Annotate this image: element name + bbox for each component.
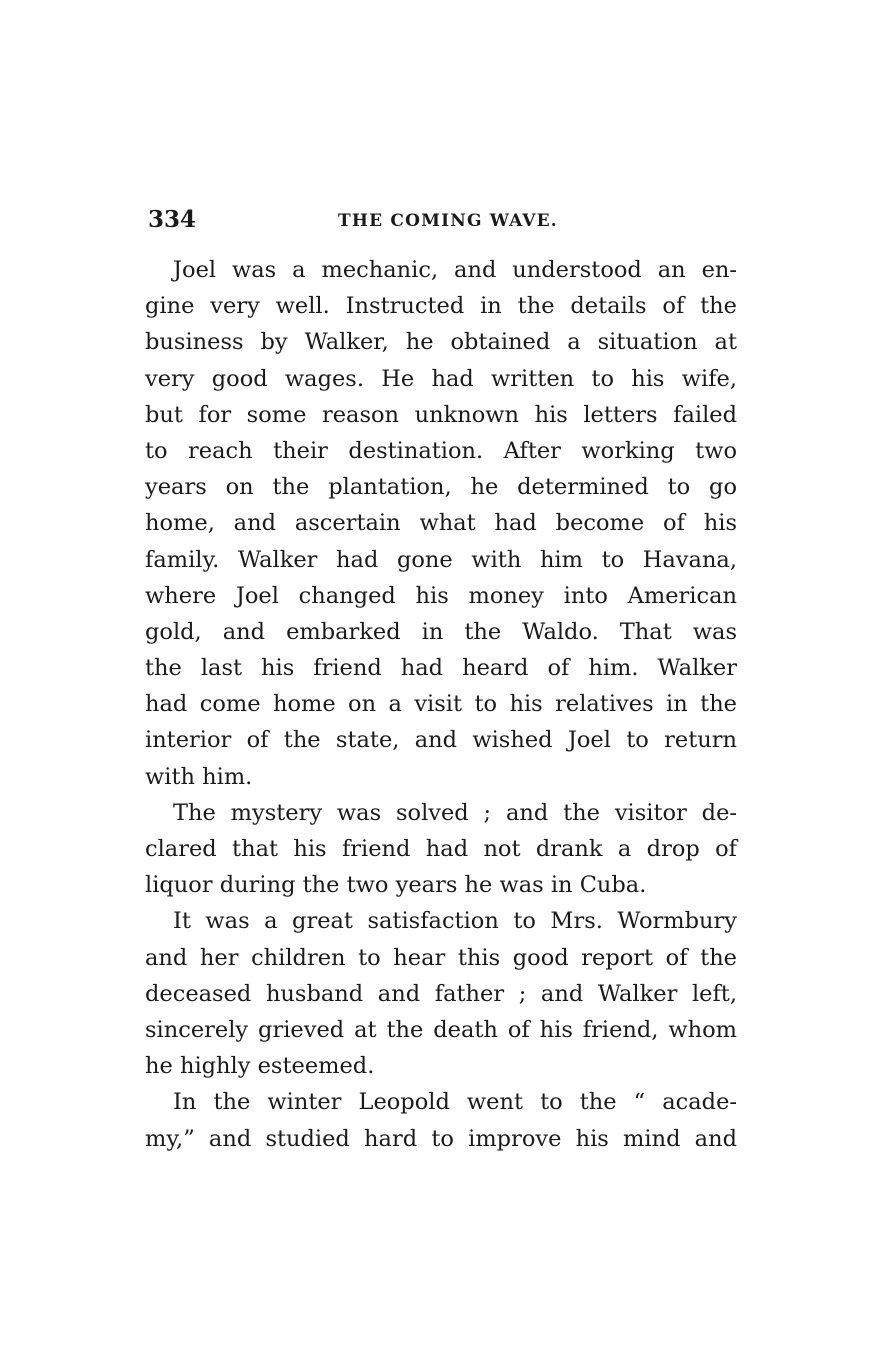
text-line: Joel was a mechanic, and understood an en- [173,257,737,283]
text-line: but for some reason unknown his letters failed [145,401,737,428]
text-line: In the winter Leopold went to the “ acade- [173,1089,737,1116]
text-line: sincerely grieved at the death of his friend, whom [145,1016,737,1043]
text-line: family. Walker had gone with him to Havana, [145,546,737,573]
text-line: and her children to hear this good report of the [145,944,737,971]
text-line: business by Walker, he obtained a situation at [145,329,737,356]
running-head [148,204,738,236]
text-line: the last his friend had heard of him. Walker [145,655,737,682]
text-line: had come home on a visit to his relatives in the [145,691,737,718]
paragraph-3 [145,903,737,1084]
text-line: gold, and embarked in the Waldo. That was [145,618,737,645]
text-line: with him. [145,763,253,790]
text-line: clared that his friend had not drank a drop of [145,836,737,862]
text-line: home, and ascertain what had become of his [145,510,737,537]
text-line: gine very well. Instructed in the details of the [145,293,737,320]
paragraph-4 [145,1084,737,1156]
text-line: It was a great satisfaction to Mrs. Wormbury [173,908,737,935]
paragraph-1 [145,252,737,795]
text-line: years on the plantation, he determined to go [145,474,737,501]
text-line: interior of the state, and wished Joel to return [145,727,737,754]
text-line: deceased husband and father ; and Walker left, [145,980,737,1007]
text-line: very good wages. He had written to his wife, [145,365,737,392]
text-line: to reach their destination. After working two [145,437,737,464]
text-line: where Joel changed his money into American [145,582,737,609]
paragraph-2 [145,795,737,904]
body-text [145,252,737,1157]
page-number: 334 [148,206,197,233]
text-line: he highly esteemed. [145,1053,375,1080]
text-line: my,” and studied hard to improve his mind and [145,1125,737,1152]
running-title: THE COMING WAVE. [338,211,558,231]
text-line: The mystery was solved ; and the visitor de- [173,799,737,826]
text-line: liquor during the two years he was in Cuba. [145,872,647,899]
